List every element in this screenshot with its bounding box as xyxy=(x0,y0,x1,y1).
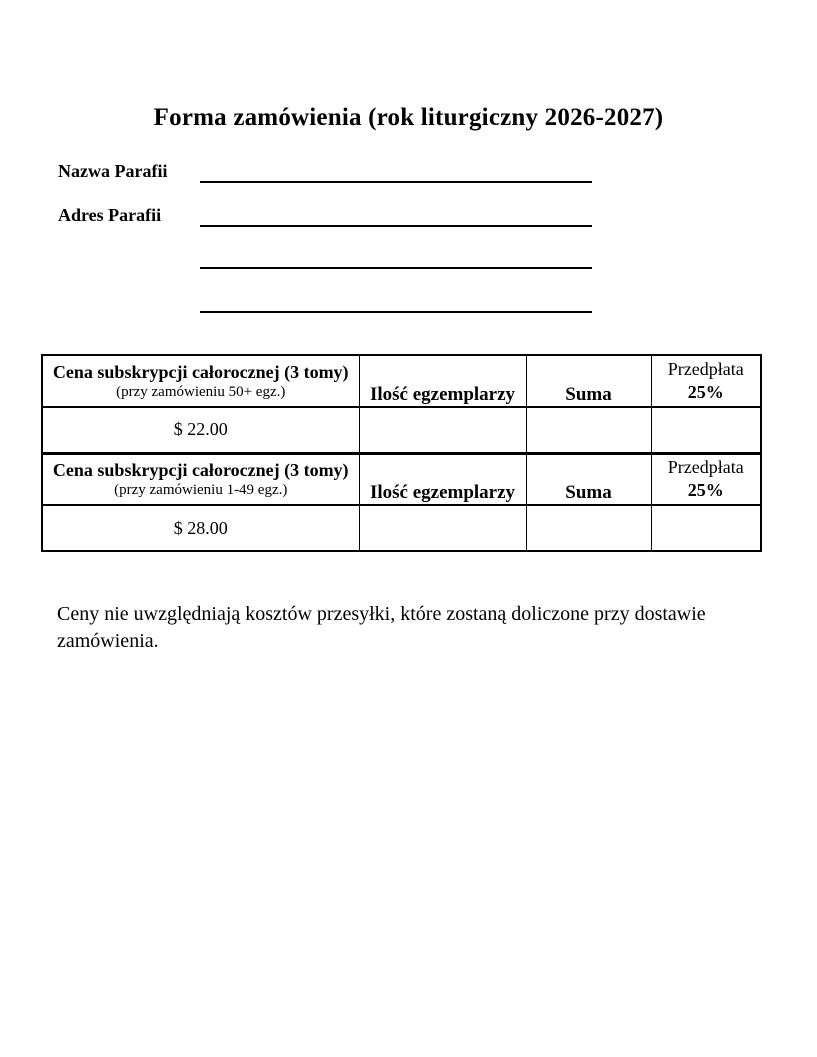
quantity-header-cell-1: Ilość egzemplarzy xyxy=(359,355,526,407)
table-header-row-2 xyxy=(42,453,761,505)
table-value-row-1 xyxy=(42,407,761,453)
parish-address-label: Adres Parafii xyxy=(58,205,162,225)
quantity-header-cell-2: Ilość egzemplarzy xyxy=(359,453,526,505)
table-header-row-1 xyxy=(42,355,761,407)
quantity-fill-cell-1 xyxy=(359,407,526,453)
prepayment-percent-2: 25% xyxy=(687,480,724,501)
price-title-1: Cena subskrypcji całorocznej (3 tomy) xyxy=(52,361,349,382)
sum-header-cell-1: Suma xyxy=(526,355,651,407)
price-header-cell-1 xyxy=(42,355,359,407)
prepayment-fill-cell-1 xyxy=(651,407,761,453)
sum-fill-cell-2 xyxy=(526,505,651,551)
price-title-2: Cena subskrypcji całorocznej (3 tomy) xyxy=(52,459,349,480)
prepayment-label-1: Przedpłata xyxy=(667,359,744,379)
price-header-cell-2 xyxy=(42,453,359,505)
price-value-cell-2: $ 28.00 xyxy=(42,505,359,551)
prepayment-percent-1: 25% xyxy=(687,382,724,402)
order-table xyxy=(41,354,762,552)
parish-address-fill-line-3 xyxy=(200,311,592,313)
prepayment-header-cell-1 xyxy=(651,355,761,407)
parish-name-fill-line xyxy=(200,181,592,183)
parish-address-fill-line-2 xyxy=(200,267,592,269)
sum-fill-cell-1 xyxy=(526,407,651,453)
sum-header-cell-2: Suma xyxy=(526,453,651,505)
price-subtitle-1: (przy zamówieniu 50+ egz.) xyxy=(116,383,286,400)
price-value-cell-1: $ 22.00 xyxy=(42,407,359,453)
quantity-fill-cell-2 xyxy=(359,505,526,551)
table-value-row-2 xyxy=(42,505,761,551)
price-subtitle-2: (przy zamówieniu 1-49 egz.) xyxy=(114,481,288,498)
prepayment-label-2: Przedpłata xyxy=(667,457,744,478)
prepayment-header-cell-2 xyxy=(651,453,761,505)
page-title: Forma zamówienia (rok liturgiczny 2026-2027) xyxy=(153,104,664,131)
prepayment-fill-cell-2 xyxy=(651,505,761,551)
parish-address-fill-line-1 xyxy=(200,225,592,227)
parish-name-label: Nazwa Parafii xyxy=(58,161,168,181)
shipping-note: Ceny nie uwzględniają kosztów przesyłki, które zostaną doliczone przy dostawie zamówienia. xyxy=(57,603,706,652)
